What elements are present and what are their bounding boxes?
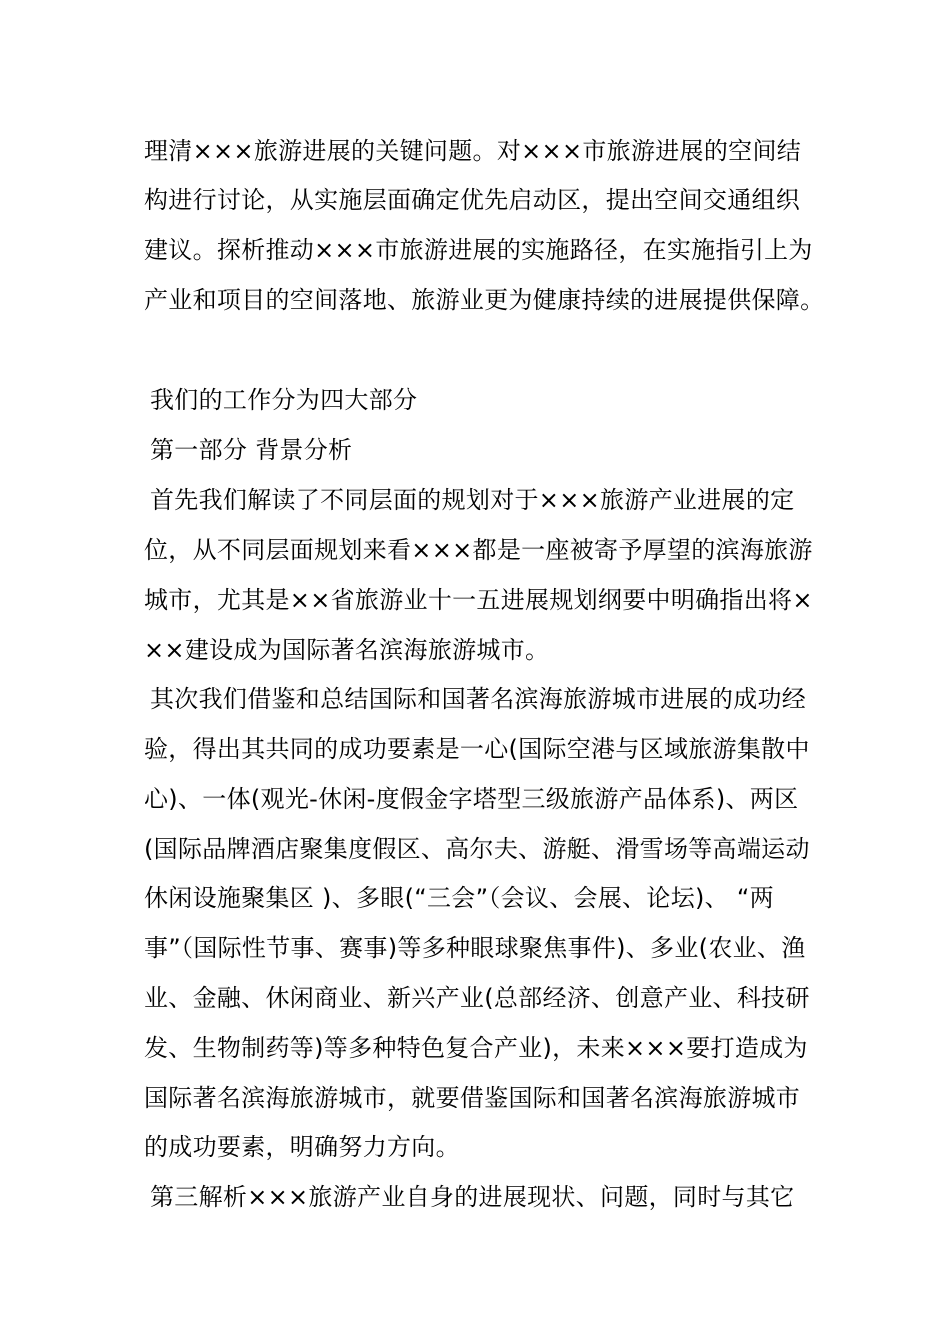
section-heading: 第一部分 背景分析 xyxy=(150,436,353,464)
paragraph-line: 验，得出其共同的成功要素是一心(国际空港与区域旅游集散中 xyxy=(144,735,810,763)
paragraph-line: 事”（国际性节事、赛事)等多种眼球聚焦事件)、多业(农业、渔 xyxy=(144,934,806,962)
paragraph-line: 的成功要素，明确努力方向。 xyxy=(144,1133,460,1161)
paragraph-line: (国际品牌酒店聚集度假区、高尔夫、游艇、滑雪场等高端运动 xyxy=(144,835,810,863)
paragraph-line: 国际著名滨海旅游城市，就要借鉴国际和国著名滨海旅游城市 xyxy=(144,1084,801,1112)
paragraph-line: 城市，尤其是××省旅游业十一五进展规划纲要中明确指出将× xyxy=(144,586,813,614)
paragraph-line: ××建设成为国际著名滨海旅游城市。 xyxy=(144,636,550,664)
paragraph-line: 理清×××旅游进展的关键问题。对×××市旅游进展的空间结 xyxy=(144,137,802,165)
paragraph-line: 建议。探析推动×××市旅游进展的实施路径，在实施指引上为 xyxy=(144,236,813,264)
paragraph-line: 休闲设施聚集区 )、多眼(“三会”（会议、会展、论坛)、 “两 xyxy=(144,884,774,912)
paragraph-line: 发、生物制药等)等多种特色复合产业)，未来×××要打造成为 xyxy=(144,1034,808,1062)
paragraph-line: 产业和项目的空间落地、旅游业更为健康持续的进展提供保障。 xyxy=(144,286,825,314)
paragraph-line: 构进行讨论，从实施层面确定优先启动区，提出空间交通组织 xyxy=(144,186,801,214)
section-heading: 我们的工作分为四大部分 xyxy=(150,386,418,414)
paragraph-line: 业、金融、休闲商业、新兴产业(总部经济、创意产业、科技研 xyxy=(144,984,810,1012)
paragraph-line: 第三解析×××旅游产业自身的进展现状、问题，同时与其它 xyxy=(150,1183,795,1211)
paragraph-line: 位，从不同层面规划来看×××都是一座被寄予厚望的滨海旅游 xyxy=(144,536,813,564)
paragraph-line: 心)、一体(观光-休闲-度假金字塔型三级旅游产品体系)、两区 xyxy=(144,785,799,813)
paragraph-line: 其次我们借鉴和总结国际和国著名滨海旅游城市进展的成功经 xyxy=(150,685,807,713)
paragraph-line: 首先我们解读了不同层面的规划对于×××旅游产业进展的定 xyxy=(150,486,795,514)
